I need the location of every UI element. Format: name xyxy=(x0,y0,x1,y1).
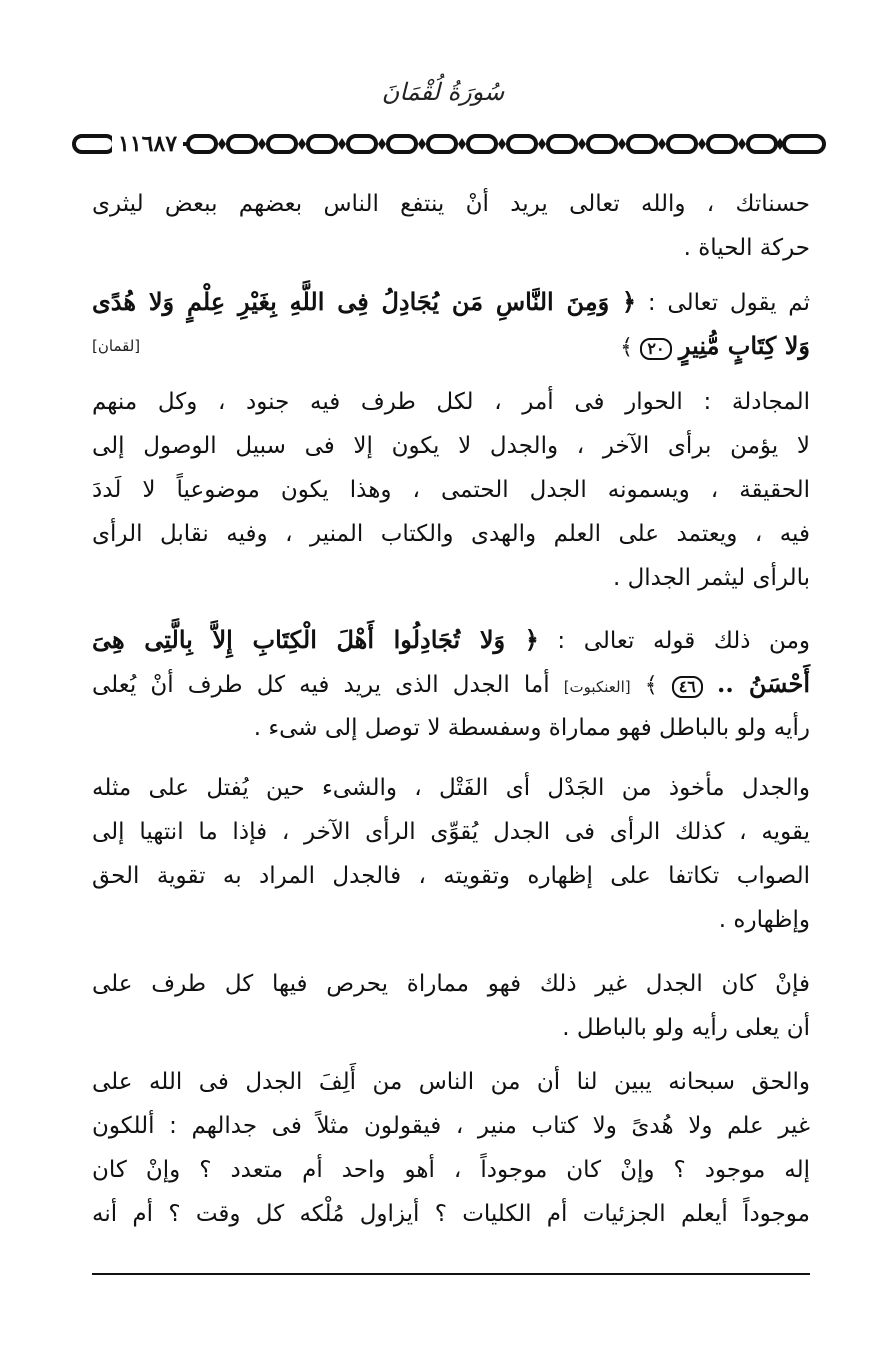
ayah-number: ٢٠ xyxy=(640,338,671,360)
surah-reference: [العنكبوت] xyxy=(563,678,631,696)
intro-text: ثم يقول تعالى : xyxy=(636,290,811,316)
paragraph-quran xyxy=(92,280,810,368)
footer-rule xyxy=(92,1273,810,1275)
text-line: فيه ، ويعتمد على العلم والهدى والكتاب المنير ، وفيه نقابل الرأى xyxy=(92,521,810,547)
text-line: الصواب تكاتفا على إظهاره وتقويته ، فالجدل المراد به تقوية الحق xyxy=(92,863,810,889)
paragraph xyxy=(92,766,810,942)
text-line: موجوداً أيعلم الجزئيات أم الكليات ؟ أيزاول مُلْكه كل وقت ؟ أم أنه xyxy=(92,1201,810,1227)
text-line: وإظهاره . xyxy=(718,907,810,933)
text-line: حركة الحياة . xyxy=(683,235,810,261)
text-line: حسناتك ، والله تعالى يريد أنْ ينتفع الناس بعضهم ببعض ليثرى xyxy=(92,191,810,217)
text-line: المجادلة : الحوار فى أمر ، لكل طرف فيه جنود ، وكل منهم xyxy=(92,389,810,415)
paragraph xyxy=(92,962,810,1050)
paragraph xyxy=(92,380,810,600)
post-text: أما الجدل الذى يريد فيه كل طرف أنْ يُعلى xyxy=(92,672,564,698)
surah-reference: [لقمان] xyxy=(92,337,141,355)
text-line xyxy=(92,280,810,324)
text-line: والحق سبحانه يبين لنا أن من الناس من أَلِفَ الجدل فى الله على xyxy=(92,1069,810,1095)
surah-title: سُورَةُ لُقْمَانَ xyxy=(381,78,505,106)
text-line: فإنْ كان الجدل غير ذلك فهو مماراة يحرص فيها كل طرف على xyxy=(92,971,810,997)
text-line xyxy=(92,324,810,368)
paragraph xyxy=(92,1060,810,1236)
text-line: غير علم ولا هُدىً ولا كتاب منير ، فيقولون مثلاً فى جدالهم : أللكون xyxy=(92,1113,810,1139)
quran-text: وَلا كِتَابٍ مُّنِيرٍ xyxy=(678,331,810,360)
paragraph-quran xyxy=(92,618,810,750)
text-line: والجدل مأخوذ من الجَدْل أى الفَتْل ، والشىء حين يُفتل على مثله xyxy=(92,775,810,801)
quran-text: أَحْسَنُ .. xyxy=(717,669,811,698)
ayah-number: ٤٦ xyxy=(672,676,703,698)
text-line: رأيه ولو بالباطل فهو مماراة وسفسطة لا توصل إلى شىء . xyxy=(253,715,810,741)
text-line: بالرأى ليثمر الجدال . xyxy=(612,565,810,591)
text-line: أن يعلى رأيه ولو بالباطل . xyxy=(562,1015,810,1041)
quran-text: ﴿ وَلا تُجَادِلُوا أَهْلَ الْكِتَابِ إِلاَّ بِالَّتِى هِىَ xyxy=(92,625,539,654)
paragraph xyxy=(92,182,810,270)
quran-text: ﴿ وَمِنَ النَّاسِ مَن يُجَادِلُ فِى اللَّهِ بِغَيْرِ عِلْمٍ وَلا هُدًى xyxy=(92,287,637,316)
intro-text: ومن ذلك قوله تعالى : xyxy=(538,628,810,654)
text-line: يقويه ، كذلك الرأى فى الجدل يُقوِّى الرأى الآخر ، فإذا ما انتهيا إلى xyxy=(92,819,810,845)
text-line xyxy=(92,618,810,662)
text-line xyxy=(92,662,810,706)
text-line: الحقيقة ، ويسمونه الجدل الحتمى ، وهذا يكون موضوعياً لا لَددَ xyxy=(92,477,810,503)
quran-close-bracket: ﴾ xyxy=(644,673,658,698)
text-line: إله موجود ؟ وإنْ كان موجوداً ، أهو واحد أم متعدد ؟ وإنْ كان xyxy=(92,1157,810,1183)
page-number: ١١٦٨٧ xyxy=(112,131,183,157)
text-line: لا يؤمن برأى الآخر ، والجدل لا يكون إلا فى سبيل الوصول إلى xyxy=(92,433,810,459)
quran-close-bracket: ﴾ xyxy=(620,335,634,360)
